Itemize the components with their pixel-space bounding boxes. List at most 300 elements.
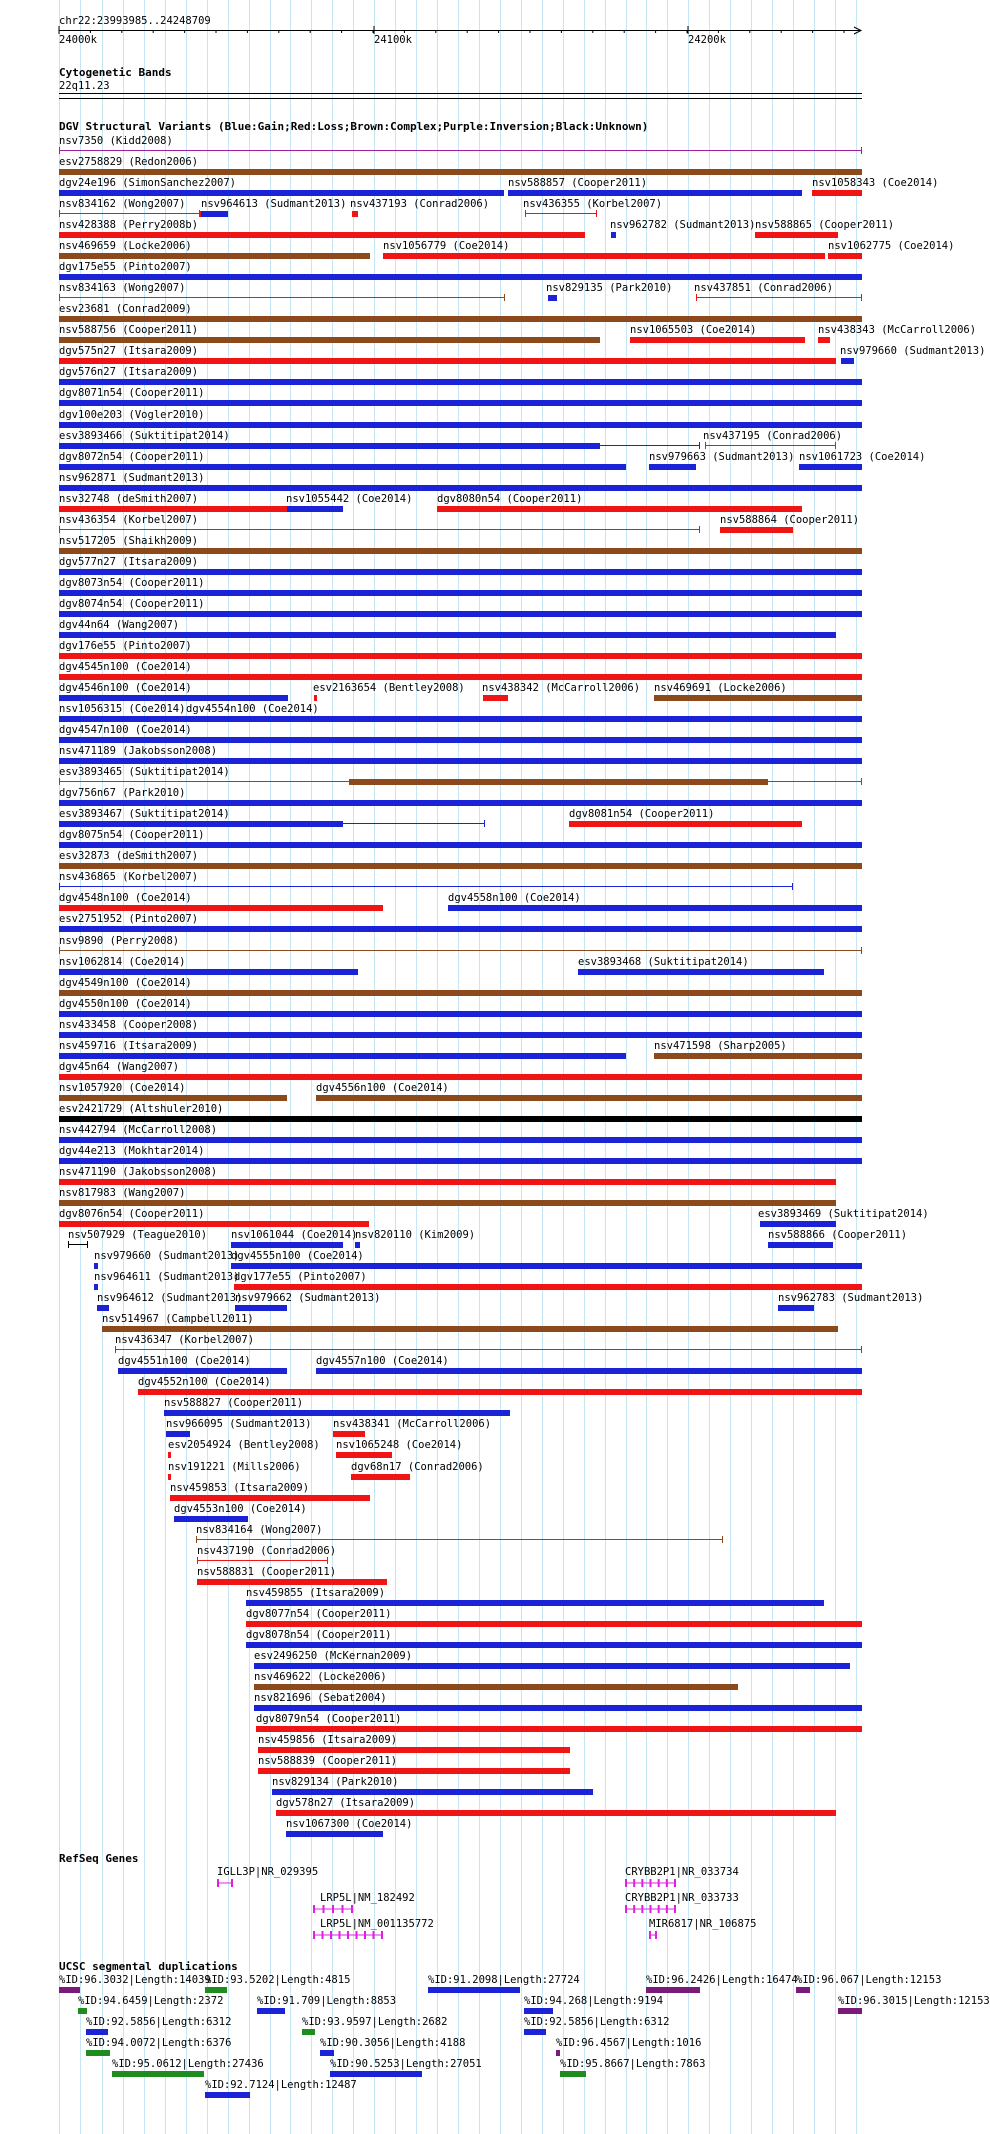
variant-label[interactable]: nsv514967 (Campbell2011) [102, 1313, 254, 1325]
variant-bar[interactable] [59, 969, 358, 975]
gene-glyph[interactable] [625, 1905, 676, 1913]
segdup-bar[interactable] [556, 2050, 560, 2056]
variant-bar[interactable] [799, 464, 862, 470]
variant-label[interactable]: nsv829135 (Park2010) [546, 282, 673, 294]
variant-label[interactable]: nsv191221 (Mills2006) [168, 1461, 301, 1473]
segdup-label[interactable]: %ID:96.3015|Length:12153 [838, 1995, 990, 2007]
variant-label[interactable]: dgv576n27 (Itsara2009) [59, 366, 199, 378]
variant-bar[interactable] [59, 464, 626, 470]
variant-bar[interactable] [59, 926, 862, 932]
variant-bar[interactable] [59, 990, 862, 996]
variant-label[interactable]: esv3893466 (Suktitipat2014) [59, 430, 230, 442]
variant-bar[interactable] [235, 1305, 287, 1311]
gene-label[interactable]: CRYBB2P1|NR_033733 [625, 1892, 739, 1904]
variant-label[interactable]: dgv45n64 (Wang2007) [59, 1061, 180, 1073]
variant-label[interactable]: nsv471189 (Jakobsson2008) [59, 745, 218, 757]
variant-label[interactable]: dgv4552n100 (Coe2014) [138, 1376, 271, 1388]
variant-label[interactable]: dgv4553n100 (Coe2014) [174, 1503, 307, 1515]
variant-label[interactable]: nsv469622 (Locke2006) [254, 1671, 387, 1683]
variant-bar[interactable] [118, 1368, 287, 1374]
variant-bar[interactable] [59, 1116, 862, 1122]
variant-bar[interactable] [755, 232, 838, 238]
variant-bar[interactable] [59, 422, 862, 428]
variant-bar[interactable] [59, 274, 862, 280]
variant-bar[interactable] [197, 1560, 328, 1561]
variant-label[interactable]: dgv4547n100 (Coe2014) [59, 724, 192, 736]
variant-bar[interactable] [59, 716, 186, 722]
variant-label[interactable]: dgv756n67 (Park2010) [59, 787, 186, 799]
variant-label[interactable]: nsv471598 (Sharp2005) [654, 1040, 787, 1052]
variant-label[interactable]: nsv1062814 (Coe2014) [59, 956, 186, 968]
variant-label[interactable]: dgv4556n100 (Coe2014) [316, 1082, 449, 1094]
variant-bar[interactable] [168, 1474, 171, 1480]
variant-bar[interactable] [246, 1600, 824, 1606]
variant-bar[interactable] [59, 1074, 862, 1080]
segdup-bar[interactable] [796, 1987, 810, 1993]
variant-bar[interactable] [548, 295, 557, 301]
variant-bar[interactable] [59, 611, 862, 617]
variant-label[interactable]: esv3893465 (Suktitipat2014) [59, 766, 230, 778]
variant-bar[interactable] [437, 506, 802, 512]
variant-label[interactable]: nsv471190 (Jakobsson2008) [59, 1166, 218, 1178]
variant-label[interactable]: dgv176e55 (Pinto2007) [59, 640, 192, 652]
segdup-bar[interactable] [524, 2029, 546, 2035]
variant-bar[interactable] [59, 358, 836, 364]
variant-label[interactable]: nsv979662 (Sudmant2013) [235, 1292, 381, 1304]
variant-end-tick [59, 883, 60, 890]
variant-bar[interactable] [59, 232, 585, 238]
variant-bar[interactable] [186, 716, 862, 722]
variant-bar[interactable] [115, 1349, 862, 1350]
segdup-label[interactable]: %ID:91.2098|Length:27724 [428, 1974, 580, 1986]
variant-bar[interactable] [351, 1474, 410, 1480]
variant-bar[interactable] [258, 1768, 570, 1774]
variant-bar[interactable] [164, 1410, 510, 1416]
variant-bar[interactable] [59, 674, 862, 680]
variant-label[interactable]: nsv433458 (Cooper2008) [59, 1019, 199, 1031]
variant-label[interactable]: dgv8076n54 (Cooper2011) [59, 1208, 205, 1220]
variant-label[interactable]: esv2421729 (Altshuler2010) [59, 1103, 224, 1115]
variant-label[interactable]: esv2054924 (Bentley2008) [168, 1439, 320, 1451]
variant-label[interactable]: nsv1061044 (Coe2014) [231, 1229, 358, 1241]
variant-bar[interactable] [59, 842, 862, 848]
variant-label[interactable]: nsv1065248 (Coe2014) [336, 1439, 463, 1451]
variant-bar[interactable] [59, 1095, 287, 1101]
variant-bar[interactable] [768, 1242, 833, 1248]
variant-label[interactable]: dgv4549n100 (Coe2014) [59, 977, 192, 989]
variant-bar[interactable] [828, 253, 862, 259]
variant-label[interactable]: nsv1055442 (Coe2014) [286, 493, 413, 505]
variant-label[interactable]: nsv979663 (Sudmant2013) [649, 451, 795, 463]
variant-end-tick [59, 294, 60, 301]
variant-bar[interactable] [508, 190, 802, 196]
variant-label[interactable]: nsv436347 (Korbel2007) [115, 1334, 255, 1346]
variant-label[interactable]: nsv588857 (Cooper2011) [508, 177, 648, 189]
variant-label[interactable]: nsv962783 (Sudmant2013) [778, 1292, 924, 1304]
variant-bar[interactable] [59, 950, 862, 951]
variant-label[interactable]: nsv588865 (Cooper2011) [755, 219, 895, 231]
variant-bar[interactable] [525, 213, 597, 214]
segdup-label[interactable]: %ID:94.268|Length:9194 [524, 1995, 664, 2007]
variant-bar[interactable] [276, 1810, 836, 1816]
variant-bar[interactable] [196, 1539, 723, 1540]
gene-glyph[interactable] [217, 1879, 233, 1887]
variant-label[interactable]: nsv507929 (Teague2010) [68, 1229, 208, 1241]
variant-label[interactable]: nsv437851 (Conrad2006) [694, 282, 834, 294]
variant-label[interactable]: nsv436354 (Korbel2007) [59, 514, 199, 526]
variant-bar[interactable] [448, 905, 862, 911]
segdup-bar[interactable] [838, 2008, 862, 2014]
variant-label[interactable]: esv32873 (deSmith2007) [59, 850, 199, 862]
variant-label[interactable]: nsv1058343 (Coe2014) [812, 177, 939, 189]
variant-bar[interactable] [59, 337, 600, 343]
variant-bar[interactable] [355, 1242, 360, 1248]
segdup-bar[interactable] [302, 2029, 315, 2035]
variant-label[interactable]: dgv4557n100 (Coe2014) [316, 1355, 449, 1367]
variant-bar[interactable] [649, 464, 696, 470]
variant-label[interactable]: nsv821696 (Sebat2004) [254, 1692, 387, 1704]
variant-label[interactable]: nsv588839 (Cooper2011) [258, 1755, 398, 1767]
variant-label[interactable]: nsv438343 (McCarroll2006) [818, 324, 977, 336]
variant-label[interactable]: nsv964612 (Sudmant2013) [97, 1292, 243, 1304]
variant-bar[interactable] [59, 905, 383, 911]
variant-label[interactable]: dgv575n27 (Itsara2009) [59, 345, 199, 357]
variant-bar[interactable] [314, 695, 317, 701]
variant-label[interactable]: dgv8081n54 (Cooper2011) [569, 808, 715, 820]
variant-label[interactable]: nsv588827 (Cooper2011) [164, 1397, 304, 1409]
variant-label[interactable]: nsv964611 (Sudmant2013) [94, 1271, 240, 1283]
variant-label[interactable]: nsv834163 (Wong2007) [59, 282, 186, 294]
variant-label[interactable]: nsv588866 (Cooper2011) [768, 1229, 908, 1241]
segdup-bar[interactable] [78, 2008, 87, 2014]
variant-label[interactable]: esv2496250 (McKernan2009) [254, 1650, 413, 1662]
variant-bar[interactable] [654, 695, 862, 701]
variant-label[interactable]: nsv459853 (Itsara2009) [170, 1482, 310, 1494]
variant-bar[interactable] [254, 1705, 862, 1711]
variant-label[interactable]: nsv962782 (Sudmant2013) [610, 219, 756, 231]
variant-label[interactable]: dgv4554n100 (Coe2014) [186, 703, 319, 715]
variant-bar[interactable] [705, 445, 836, 446]
variant-bar[interactable] [59, 150, 862, 151]
variant-bar[interactable] [94, 1263, 98, 1269]
variant-label[interactable]: dgv4546n100 (Coe2014) [59, 682, 192, 694]
variant-bar[interactable] [59, 737, 862, 743]
variant-bar[interactable] [578, 969, 824, 975]
variant-bar[interactable] [231, 1242, 343, 1248]
variant-bar[interactable] [59, 569, 862, 575]
variant-label[interactable]: esv2758829 (Redon2006) [59, 156, 199, 168]
variant-bar[interactable] [59, 1221, 369, 1227]
variant-label[interactable]: esv3893468 (Suktitipat2014) [578, 956, 749, 968]
variant-bar[interactable] [170, 1495, 370, 1501]
variant-bar[interactable] [611, 232, 616, 238]
variant-label[interactable]: nsv834162 (Wong2007) [59, 198, 186, 210]
variant-label[interactable]: dgv44n64 (Wang2007) [59, 619, 180, 631]
variant-bar[interactable] [630, 337, 805, 343]
variant-bar[interactable] [59, 400, 862, 406]
variant-label[interactable]: nsv469659 (Locke2006) [59, 240, 192, 252]
segdup-bar[interactable] [560, 2071, 586, 2077]
variant-bar[interactable] [168, 1452, 171, 1458]
variant-bar[interactable] [818, 337, 830, 343]
variant-bar[interactable] [483, 695, 508, 701]
variant-label[interactable]: nsv517205 (Shaikh2009) [59, 535, 199, 547]
variant-label[interactable]: dgv8079n54 (Cooper2011) [256, 1713, 402, 1725]
variant-end-tick [525, 210, 526, 217]
variant-label[interactable]: nsv1061723 (Coe2014) [799, 451, 926, 463]
variant-label[interactable]: nsv1057920 (Coe2014) [59, 1082, 186, 1094]
variant-label[interactable]: nsv438341 (McCarroll2006) [333, 1418, 492, 1430]
variant-label[interactable]: dgv4545n100 (Coe2014) [59, 661, 192, 673]
variant-label[interactable]: dgv4551n100 (Coe2014) [118, 1355, 251, 1367]
segdup-bar[interactable] [428, 1987, 520, 1993]
variant-bar[interactable] [316, 1368, 862, 1374]
variant-label[interactable]: nsv459855 (Itsara2009) [246, 1587, 386, 1599]
variant-label[interactable]: dgv68n17 (Conrad2006) [351, 1461, 484, 1473]
variant-bar[interactable] [59, 506, 287, 512]
variant-bar[interactable] [197, 1579, 387, 1585]
variant-bar[interactable] [59, 590, 862, 596]
variant-label[interactable]: nsv817983 (Wang2007) [59, 1187, 186, 1199]
variant-label[interactable]: nsv459716 (Itsara2009) [59, 1040, 199, 1052]
variant-label[interactable]: dgv578n27 (Itsara2009) [276, 1797, 416, 1809]
segdup-label[interactable]: %ID:92.5856|Length:6312 [524, 2016, 670, 2028]
variant-bar[interactable] [59, 253, 370, 259]
variant-label[interactable]: nsv442794 (McCarroll2008) [59, 1124, 218, 1136]
variant-label[interactable]: dgv44e213 (Mokhtar2014) [59, 1145, 205, 1157]
variant-label[interactable]: nsv469691 (Locke2006) [654, 682, 787, 694]
variant-label[interactable]: esv2751952 (Pinto2007) [59, 913, 199, 925]
variant-bar[interactable] [68, 1244, 88, 1245]
segdup-bar[interactable] [112, 2071, 204, 2077]
variant-bar[interactable] [59, 1158, 862, 1164]
variant-label[interactable]: dgv577n27 (Itsara2009) [59, 556, 199, 568]
variant-bar[interactable] [59, 1200, 836, 1206]
segdup-label[interactable]: %ID:96.067|Length:12153 [796, 1974, 942, 1986]
variant-bar[interactable] [166, 1431, 190, 1437]
variant-label[interactable]: dgv8074n54 (Cooper2011) [59, 598, 205, 610]
segdup-label[interactable]: %ID:96.2426|Length:16474 [646, 1974, 798, 1986]
variant-bar[interactable] [59, 379, 862, 385]
variant-bar[interactable] [234, 1284, 862, 1290]
variant-label[interactable]: nsv437193 (Conrad2006) [350, 198, 490, 210]
segdup-label[interactable]: %ID:94.6459|Length:2372 [78, 1995, 224, 2007]
gene-glyph[interactable] [313, 1905, 353, 1913]
variant-bar[interactable] [201, 211, 228, 217]
variant-bar[interactable] [59, 863, 862, 869]
segdup-bar[interactable] [205, 2092, 250, 2098]
gene-label[interactable]: IGLL3P|NR_029395 [217, 1866, 319, 1878]
variant-label[interactable]: dgv8071n54 (Cooper2011) [59, 387, 205, 399]
variant-bar[interactable] [258, 1747, 570, 1753]
variant-bar[interactable] [59, 1032, 862, 1038]
segdup-label[interactable]: %ID:91.709|Length:8853 [257, 1995, 397, 2007]
segdup-label[interactable]: %ID:92.7124|Length:12487 [205, 2079, 357, 2091]
variant-bar[interactable] [336, 1452, 392, 1458]
variant-label[interactable]: nsv834164 (Wong2007) [196, 1524, 323, 1536]
variant-label[interactable]: nsv437190 (Conrad2006) [197, 1545, 337, 1557]
variant-label[interactable]: dgv4548n100 (Coe2014) [59, 892, 192, 904]
variant-bar[interactable] [287, 506, 343, 512]
variant-bar[interactable] [59, 1179, 836, 1185]
variant-label[interactable]: nsv32748 (deSmith2007) [59, 493, 199, 505]
variant-bar[interactable] [59, 443, 600, 449]
segdup-label[interactable]: %ID:95.8667|Length:7863 [560, 2058, 706, 2070]
variant-label[interactable]: nsv428388 (Perry2008b) [59, 219, 199, 231]
segdup-bar[interactable] [524, 2008, 553, 2014]
segdup-bar[interactable] [86, 2029, 108, 2035]
ruler[interactable] [0, 0, 890, 60]
variant-bar[interactable] [231, 1263, 862, 1269]
segdup-bar[interactable] [330, 2071, 422, 2077]
segdup-bar[interactable] [205, 1987, 227, 1993]
variant-bar[interactable] [59, 169, 862, 175]
variant-bar[interactable] [286, 1831, 383, 1837]
gene-label[interactable]: MIR6817|NR_106875 [649, 1918, 757, 1930]
variant-bar[interactable] [352, 211, 358, 217]
variant-bar[interactable] [812, 190, 862, 196]
variant-label[interactable]: nsv588831 (Cooper2011) [197, 1566, 337, 1578]
segdup-label[interactable]: %ID:95.0612|Length:27436 [112, 2058, 264, 2070]
variant-label[interactable]: nsv436355 (Korbel2007) [523, 198, 663, 210]
segdup-label[interactable]: %ID:92.5856|Length:6312 [86, 2016, 232, 2028]
variant-bar[interactable] [760, 1221, 836, 1227]
variant-label[interactable]: dgv8072n54 (Cooper2011) [59, 451, 205, 463]
variant-label[interactable]: dgv100e203 (Vogler2010) [59, 409, 205, 421]
variant-label[interactable]: nsv820110 (Kim2009) [355, 1229, 476, 1241]
variant-bar[interactable] [256, 1726, 862, 1732]
variant-label[interactable]: dgv4550n100 (Coe2014) [59, 998, 192, 1010]
segdup-label[interactable]: %ID:93.9597|Length:2682 [302, 2016, 448, 2028]
segdup-label[interactable]: %ID:96.3032|Length:14039 [59, 1974, 211, 1986]
variant-bar[interactable] [254, 1684, 738, 1690]
segdup-label[interactable]: %ID:96.4567|Length:1016 [556, 2037, 702, 2049]
variant-bar[interactable] [59, 529, 700, 530]
variant-bar[interactable] [174, 1516, 248, 1522]
segdup-bar[interactable] [59, 1987, 80, 1993]
variant-label[interactable]: nsv966095 (Sudmant2013) [166, 1418, 312, 1430]
variant-end-tick [699, 442, 700, 449]
variant-bar[interactable] [246, 1642, 862, 1648]
variant-label[interactable]: nsv438342 (McCarroll2006) [482, 682, 641, 694]
variant-bar[interactable] [59, 1137, 862, 1143]
variant-bar[interactable] [333, 1431, 365, 1437]
variant-label[interactable]: dgv8075n54 (Cooper2011) [59, 829, 205, 841]
variant-bar[interactable] [59, 632, 836, 638]
variant-bar[interactable] [316, 1095, 862, 1101]
variant-label[interactable]: dgv4558n100 (Coe2014) [448, 892, 581, 904]
variant-bar[interactable] [696, 297, 862, 298]
variant-bar[interactable] [59, 800, 862, 806]
variant-bar[interactable] [59, 1053, 626, 1059]
variant-label[interactable]: nsv1062775 (Coe2014) [828, 240, 955, 252]
variant-label[interactable]: dgv8078n54 (Cooper2011) [246, 1629, 392, 1641]
variant-label[interactable]: nsv1056779 (Coe2014) [383, 240, 510, 252]
segdup-bar[interactable] [257, 2008, 285, 2014]
variant-end-tick [861, 147, 862, 154]
variant-label[interactable]: esv3893467 (Suktitipat2014) [59, 808, 230, 820]
variant-label[interactable]: dgv8080n54 (Cooper2011) [437, 493, 583, 505]
variant-bar[interactable] [97, 1305, 109, 1311]
variant-label[interactable]: nsv1067300 (Coe2014) [286, 1818, 413, 1830]
variant-label[interactable]: dgv8073n54 (Cooper2011) [59, 577, 205, 589]
gene-label[interactable]: CRYBB2P1|NR_033734 [625, 1866, 739, 1878]
variant-bar[interactable] [59, 297, 505, 298]
variant-label[interactable]: nsv1056315 (Coe2014) [59, 703, 186, 715]
variant-bar[interactable] [59, 316, 862, 322]
variant-bar[interactable] [59, 190, 504, 196]
variant-label[interactable]: nsv9890 (Perry2008) [59, 935, 180, 947]
segdup-label[interactable]: %ID:94.0072|Length:6376 [86, 2037, 232, 2049]
variant-label[interactable]: dgv177e55 (Pinto2007) [234, 1271, 367, 1283]
variant-bar[interactable] [569, 821, 802, 827]
gene-glyph[interactable] [625, 1879, 676, 1887]
variant-label[interactable]: nsv979660 (Sudmant2013) [94, 1250, 240, 1262]
variant-bar[interactable] [778, 1305, 814, 1311]
segdup-label[interactable]: %ID:93.5202|Length:4815 [205, 1974, 351, 1986]
variant-bar[interactable] [246, 1621, 862, 1627]
variant-label[interactable]: esv3893469 (Suktitipat2014) [758, 1208, 929, 1220]
variant-bar[interactable] [59, 758, 862, 764]
variant-bar[interactable] [720, 527, 793, 533]
variant-bar[interactable] [59, 653, 862, 659]
variant-label[interactable]: esv23681 (Conrad2009) [59, 303, 192, 315]
variant-bar[interactable] [59, 548, 862, 554]
variant-bar[interactable] [841, 358, 854, 364]
variant-bar[interactable] [654, 1053, 862, 1059]
variant-bar[interactable] [59, 213, 200, 214]
segdup-bar[interactable] [86, 2050, 110, 2056]
variant-label[interactable]: dgv175e55 (Pinto2007) [59, 261, 192, 273]
variant-bar[interactable] [272, 1789, 593, 1795]
variant-label[interactable]: nsv436865 (Korbel2007) [59, 871, 199, 883]
gene-glyph[interactable] [313, 1931, 383, 1939]
variant-label[interactable]: nsv1065503 (Coe2014) [630, 324, 757, 336]
variant-label[interactable]: nsv979660 (Sudmant2013) [840, 345, 986, 357]
variant-label[interactable]: nsv962871 (Sudmant2013) [59, 472, 205, 484]
variant-bar[interactable] [138, 1389, 862, 1395]
variant-label[interactable]: nsv588756 (Cooper2011) [59, 324, 199, 336]
variant-label[interactable]: dgv24e196 (SimonSanchez2007) [59, 177, 237, 189]
gene-label[interactable]: LRP5L|NM_001135772 [320, 1918, 434, 1930]
variant-bar[interactable] [59, 695, 288, 701]
variant-label[interactable]: nsv459856 (Itsara2009) [258, 1734, 398, 1746]
variant-label[interactable]: nsv437195 (Conrad2006) [703, 430, 843, 442]
segdup-bar[interactable] [320, 2050, 334, 2056]
variant-bar[interactable] [59, 821, 343, 827]
variant-bar[interactable] [254, 1663, 850, 1669]
variant-bar[interactable] [383, 253, 825, 259]
variant-bar[interactable] [94, 1284, 98, 1290]
segdup-bar[interactable] [646, 1987, 700, 1993]
variant-label[interactable]: nsv7350 (Kidd2008) [59, 135, 173, 147]
variant-label[interactable]: nsv588864 (Cooper2011) [720, 514, 860, 526]
variant-bar[interactable] [59, 886, 793, 887]
segdup-label[interactable]: %ID:90.3056|Length:4188 [320, 2037, 466, 2049]
gene-label[interactable]: LRP5L|NM_182492 [320, 1892, 415, 1904]
variant-core-bar[interactable] [349, 779, 768, 785]
variant-label[interactable]: esv2163654 (Bentley2008) [313, 682, 465, 694]
gene-glyph[interactable] [649, 1931, 657, 1939]
variant-bar[interactable] [59, 1011, 862, 1017]
segdup-label[interactable]: %ID:90.5253|Length:27051 [330, 2058, 482, 2070]
variant-label[interactable]: dgv4555n100 (Coe2014) [231, 1250, 364, 1262]
variant-label[interactable]: nsv829134 (Park2010) [272, 1776, 399, 1788]
variant-bar[interactable] [102, 1326, 838, 1332]
variant-label[interactable]: dgv8077n54 (Cooper2011) [246, 1608, 392, 1620]
variant-bar[interactable] [59, 485, 862, 491]
variant-label[interactable]: nsv964613 (Sudmant2013) [201, 198, 347, 210]
